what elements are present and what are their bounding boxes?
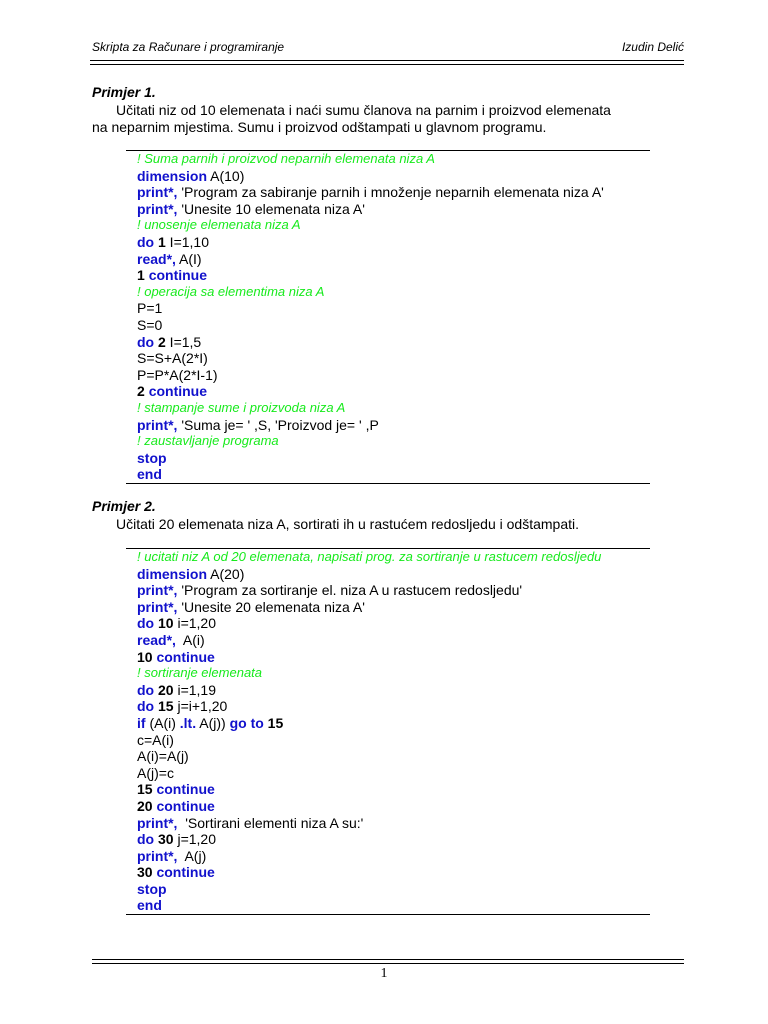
code-comment-line: ! operacija sa elementima niza A	[137, 283, 325, 299]
code-text: j=1,20	[173, 831, 217, 848]
code-line	[126, 466, 650, 483]
code-line	[126, 582, 650, 599]
code-line	[126, 566, 650, 583]
code-keyword: continue	[156, 797, 215, 814]
header-author: Izudin Delić	[621, 40, 684, 54]
code-line	[126, 251, 650, 268]
code-text: A(j)=c	[137, 764, 174, 781]
code-keyword: print*,	[137, 814, 178, 831]
code-keyword: end	[137, 466, 162, 483]
code-keyword: end	[137, 897, 162, 914]
code-keyword: if	[137, 714, 146, 731]
code-label-number: 2	[154, 333, 166, 350]
example-1-heading: Primjer 1.	[92, 84, 156, 100]
code-line	[126, 267, 650, 284]
code-text: I=1,10	[165, 233, 209, 250]
code-line	[126, 334, 650, 351]
code-line	[126, 682, 650, 699]
code-text: A(i)=A(j)	[137, 748, 189, 765]
code-comment-line: ! sortiranje elemenata	[137, 665, 263, 681]
code-line	[126, 234, 650, 251]
example-2-code-block	[126, 548, 650, 915]
code-text: i=1,19	[173, 681, 217, 698]
code-keyword: do	[137, 333, 155, 350]
code-text: 'Suma je= ' ,S, 'Proizvod je= ' ,P	[177, 416, 379, 433]
code-text: j=i+1,20	[173, 698, 228, 715]
example-2-description	[92, 516, 682, 533]
code-label-number: 15	[137, 781, 157, 798]
code-keyword: print*,	[137, 184, 178, 201]
code-line	[126, 417, 650, 434]
code-keyword: continue	[148, 267, 208, 284]
code-text: P=1	[137, 300, 163, 317]
code-comment-line: ! zaustavljanje programa	[137, 433, 279, 449]
code-line	[126, 748, 650, 765]
code-label-number: 2	[137, 383, 149, 400]
code-keyword: continue	[156, 648, 215, 665]
code-keyword: go to	[229, 714, 264, 731]
code-line	[126, 831, 650, 848]
code-text: 'Unesite 10 elemenata niza A'	[177, 200, 365, 217]
code-keyword: stop	[137, 880, 167, 897]
code-keyword: stop	[137, 449, 167, 466]
code-keyword: .lt.	[179, 714, 197, 731]
code-keyword: print*,	[137, 847, 178, 864]
code-line	[126, 450, 650, 467]
example-1-text-line-1: Učitati niz od 10 elemenata i naći sumu članova na parnim i proizvod elemenata	[116, 102, 611, 118]
code-label-number: 15	[154, 698, 174, 715]
code-line	[126, 848, 650, 865]
code-line	[126, 698, 650, 715]
code-line	[126, 168, 650, 185]
example-2-text-line-1: Učitati 20 elemenata niza A, sortirati ih u rastućem redosljedu i odštampati.	[116, 516, 580, 532]
footer-rule	[92, 959, 684, 964]
header-rule	[90, 60, 684, 65]
code-keyword: do	[137, 615, 155, 632]
code-text: A(j)	[177, 847, 207, 864]
example-1-description	[92, 102, 682, 136]
code-line	[126, 864, 650, 881]
code-keyword: print*,	[137, 582, 178, 599]
code-keyword: do	[137, 681, 155, 698]
code-keyword: print*,	[137, 598, 178, 615]
code-line	[126, 615, 650, 632]
code-line	[126, 649, 650, 666]
code-text: A(10)	[207, 167, 245, 184]
code-text: S=0	[137, 316, 163, 333]
code-label-number: 15	[263, 714, 284, 731]
code-comment-line: ! ucitati niz A od 20 elemenata, napisati prog. za sortiranje u rastucem redosljedu	[137, 549, 602, 564]
code-label-number: 30	[137, 864, 157, 881]
code-comment-line: ! Suma parnih i proizvod neparnih elemenata niza A	[137, 151, 435, 166]
code-keyword: continue	[148, 383, 208, 400]
code-line	[126, 383, 650, 400]
code-keyword: continue	[156, 781, 215, 798]
code-text: A(i)	[175, 631, 205, 648]
code-comment-line: ! stampanje sume i proizvoda niza A	[137, 399, 346, 415]
code-label-number: 20	[154, 681, 174, 698]
code-line	[126, 881, 650, 898]
code-keyword: print*,	[137, 416, 178, 433]
code-line	[126, 300, 650, 317]
code-label-number: 30	[154, 831, 174, 848]
code-keyword: continue	[156, 864, 215, 881]
code-line	[126, 184, 650, 201]
code-text: A(j))	[196, 714, 230, 731]
code-keyword: print*,	[137, 200, 178, 217]
code-line	[126, 798, 650, 815]
code-text: S=S+A(2*I)	[137, 350, 208, 367]
code-keyword: read*,	[137, 250, 176, 267]
header-course-title: Skripta za Računare i programiranje	[92, 40, 285, 54]
code-text: A(20)	[207, 565, 245, 582]
code-text: c=A(i)	[137, 731, 174, 748]
code-line	[126, 599, 650, 616]
code-line	[126, 632, 650, 649]
code-text: 'Program za sabiranje parnih i množenje neparnih elemenata niza A'	[177, 184, 604, 201]
code-text: 'Unesite 20 elemenata niza A'	[177, 598, 365, 615]
code-label-number: 1	[137, 267, 149, 284]
example-1-code-block	[126, 150, 650, 484]
code-keyword: dimension	[137, 167, 208, 184]
code-text: i=1,20	[173, 615, 217, 632]
code-keyword: do	[137, 233, 155, 250]
code-line	[126, 317, 650, 334]
code-line	[126, 765, 650, 782]
code-label-number: 10	[154, 615, 174, 632]
code-keyword: read*,	[137, 631, 176, 648]
code-text: P=P*A(2*I-1)	[137, 366, 218, 383]
code-line	[126, 815, 650, 832]
code-text: A(I)	[175, 250, 202, 267]
code-line	[126, 201, 650, 218]
example-2-heading: Primjer 2.	[92, 498, 156, 514]
code-keyword: do	[137, 698, 155, 715]
code-text: I=1,5	[165, 333, 202, 350]
code-label-number: 20	[137, 797, 157, 814]
code-comment-line: ! unosenje elemenata niza A	[137, 217, 301, 233]
code-keyword: dimension	[137, 565, 208, 582]
page-header	[92, 40, 684, 54]
code-text: (A(i)	[145, 714, 180, 731]
example-1-text-line-2: na neparnim mjestima. Sumu i proizvod odštampati u glavnom programu.	[92, 119, 547, 135]
code-line	[126, 715, 650, 732]
code-line	[126, 367, 650, 384]
code-line	[126, 781, 650, 798]
code-keyword: do	[137, 831, 155, 848]
code-text: 'Sortirani elementi niza A su:'	[177, 814, 364, 831]
code-line	[126, 350, 650, 367]
code-label-number: 10	[137, 648, 157, 665]
code-text: 'Program za sortiranje el. niza A u rastucem redosljedu'	[177, 582, 523, 599]
code-line	[126, 732, 650, 749]
page-number: 1	[380, 966, 388, 981]
code-line	[126, 897, 650, 914]
code-label-number: 1	[154, 233, 166, 250]
